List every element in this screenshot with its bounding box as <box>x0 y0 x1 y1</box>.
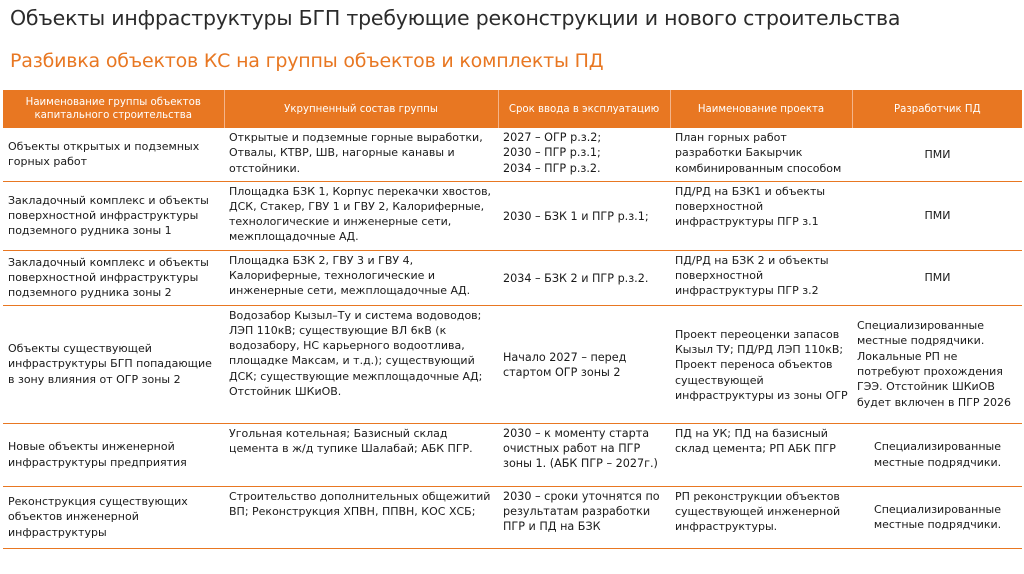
column-header-project: Наименование проекта <box>670 90 852 128</box>
date-line: 2030 – ПГР р.з.1; <box>503 146 601 160</box>
developer-cell: ПМИ <box>852 181 1022 250</box>
column-header-date: Срок ввода в эксплуатацию <box>498 90 670 128</box>
composition-cell: Площадка БЗК 2, ГВУ 3 и ГВУ 4, Калориферные, технологические и инженерные сети, межплощадочные АД. <box>224 250 498 305</box>
date-cell <box>498 305 670 423</box>
developer-cell: Специализированные местные подрядчики. <box>852 423 1022 486</box>
table-row <box>3 250 1022 305</box>
composition-cell: Угольная котельная; Базисный склад цемента в ж/д тупике Шалабай; АБК ПГР. <box>224 423 498 486</box>
date-cell <box>498 423 670 486</box>
infrastructure-table <box>3 90 1022 549</box>
composition-cell: Строительство дополнительных общежитий ВП; Реконструкция ХПВН, ППВН, КОС ХСБ; <box>224 486 498 548</box>
group-cell: Закладочный комплекс и объекты поверхностной инфраструктуры подземного рудника зоны 1 <box>3 181 224 250</box>
composition-cell: Площадка БЗК 1, Корпус перекачки хвостов, ДСК, Стакер, ГВУ 1 и ГВУ 2, Калориферные, технологические и инженерные сети, межплощадочные АД. <box>224 181 498 250</box>
table-row <box>3 305 1022 423</box>
developer-cell: Специализированные местные подрядчики. Локальные РП не потребуют прохождения ГЭЭ. Отстойник ШКиОВ будет включен в ПГР 2026 <box>852 305 1022 423</box>
group-cell: Новые объекты инженерной инфраструктуры предприятия <box>3 423 224 486</box>
column-header-developer: Разработчик ПД <box>852 90 1022 128</box>
table-header-row <box>3 90 1022 128</box>
date-line: 2034 – БЗК 2 и ПГР р.з.2. <box>503 271 649 285</box>
date-cell <box>498 250 670 305</box>
date-line: 2034 – ПГР р.з.2. <box>503 161 601 175</box>
group-cell: Объекты открытых и подземных горных работ <box>3 128 224 181</box>
project-cell: ПД на УК; ПД на базисный склад цемента; РП АБК ПГР <box>670 423 852 486</box>
composition-cell: Открытые и подземные горные выработки, Отвалы, КТВР, ШВ, нагорные канавы и отстойники. <box>224 128 498 181</box>
project-cell: ПД/РД на БЗК 2 и объекты поверхностной инфраструктуры ПГР з.2 <box>670 250 852 305</box>
date-cell <box>498 181 670 250</box>
table-row <box>3 128 1022 181</box>
project-cell: РП реконструкции объектов существующей инженерной инфраструктуры. <box>670 486 852 548</box>
developer-cell: ПМИ <box>852 250 1022 305</box>
group-cell: Объекты существующей инфраструктуры БГП попадающие в зону влияния от ОГР зоны 2 <box>3 305 224 423</box>
date-line: Начало 2027 – перед стартом ОГР зоны 2 <box>503 350 630 379</box>
date-line: 2030 – БЗК 1 и ПГР р.з.1; <box>503 209 649 223</box>
column-header-composition: Укрупненный состав группы <box>224 90 498 128</box>
table-row <box>3 486 1022 548</box>
group-cell: Реконструкция существующих объектов инженерной инфраструктуры <box>3 486 224 548</box>
developer-cell: ПМИ <box>852 128 1022 181</box>
project-cell: План горных работ разработки Бакырчик комбинированным способом <box>670 128 852 181</box>
date-line: 2030 – сроки уточнятся по результатам разработки ПГР и ПД на БЗК <box>503 489 664 534</box>
date-cell <box>498 128 670 181</box>
page-title: Объекты инфраструктуры БГП требующие реконструкции и нового строительства <box>10 6 901 30</box>
page-subtitle: Разбивка объектов КС на группы объектов и комплекты ПД <box>10 50 604 72</box>
project-cell: Проект переоценки запасов Кызыл ТУ; ПД/РД ЛЭП 110кВ; Проект переноса объектов существующей инфраструктуры из зоны ОГР <box>670 305 852 423</box>
project-cell: ПД/РД на БЗК1 и объекты поверхностной инфраструктуры ПГР з.1 <box>670 181 852 250</box>
group-cell: Закладочный комплекс и объекты поверхностной инфраструктуры подземного рудника зоны 2 <box>3 250 224 305</box>
table-row <box>3 423 1022 486</box>
column-header-group: Наименование группы объектов капитального строительства <box>3 90 224 128</box>
date-line: 2027 – ОГР р.з.2; <box>503 131 602 144</box>
date-line: 2030 – к моменту старта очистных работ на ПГР зоны 1. (АБК ПГР – 2027г.) <box>503 426 658 471</box>
developer-cell: Специализированные местные подрядчики. <box>852 486 1022 548</box>
table-row <box>3 181 1022 250</box>
date-cell <box>498 486 670 548</box>
composition-cell: Водозабор Кызыл–Ту и система водоводов; ЛЭП 110кВ; существующие ВЛ 6кВ (к водозабору, НС карьерного водоотлива, площадке Максам, и т.д.); существующий ДСК; существующие межплощадочные АД; Отстойник ШКиОВ. <box>224 305 498 423</box>
